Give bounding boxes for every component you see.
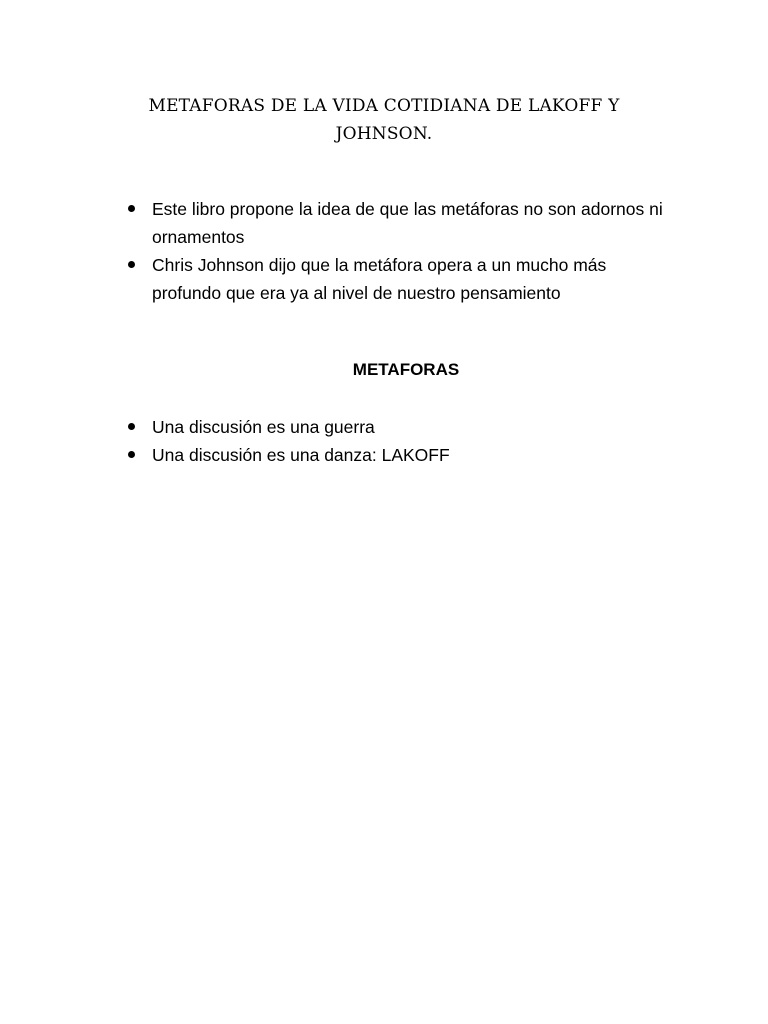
title-line-2: JOHNSON.	[335, 124, 433, 144]
intro-bullet-list	[126, 195, 666, 307]
list-item	[126, 195, 666, 251]
title-line-1: METAFORAS DE LA VIDA COTIDIANA DE LAKOFF Y	[148, 96, 620, 116]
document-title	[110, 92, 658, 148]
metaphor-bullet-list	[126, 413, 666, 469]
bullet-dot-icon	[128, 205, 135, 212]
list-item	[126, 413, 666, 441]
section-heading: METAFORAS	[352, 360, 460, 379]
list-item-text: Este libro propone la idea de que las metáforas no son adornos ni ornamentos	[152, 199, 663, 247]
list-item-text: Una discusión es una guerra	[152, 417, 375, 437]
list-item-text: Una discusión es una danza: LAKOFF	[152, 445, 450, 465]
list-item	[126, 251, 666, 307]
list-item	[126, 441, 666, 469]
bullet-dot-icon	[128, 423, 135, 430]
bullet-dot-icon	[128, 451, 135, 458]
list-item-text: Chris Johnson dijo que la metáfora opera a un mucho más profundo que era ya al nivel de nuestro pensamiento	[152, 255, 607, 303]
bullet-dot-icon	[128, 261, 135, 268]
